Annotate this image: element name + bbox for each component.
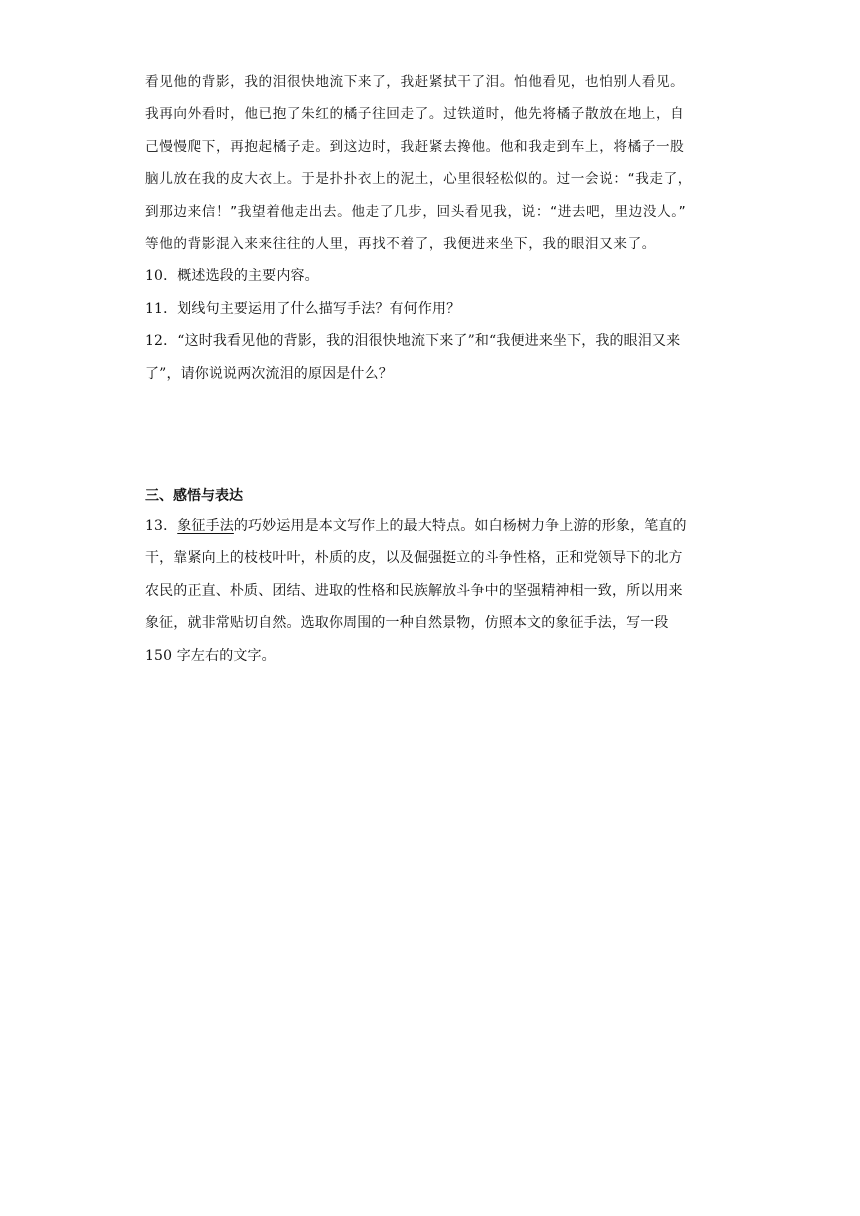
passage-line: 看见他的背影，我的泪很快地流下来了，我赶紧拭干了泪。怕他看见，也怕别人看见。 xyxy=(145,74,685,90)
question-text: 11．划线句主要运用了什么描写手法？有何作用？ xyxy=(145,300,461,317)
passage-line: 我再向外看时，他已抱了朱红的橘子往回走了。过铁道时，他先将橘子散放在地上，自 xyxy=(145,106,685,123)
passage-line: 等他的背影混入来来往往的人里，再找不着了，我便进来坐下，我的眼泪又来了。 xyxy=(145,236,656,253)
question-text: 干，靠紧向上的枝枝叶叶，朴质的皮，以及倔强挺立的斗争性格，正和党领导下的北方 xyxy=(145,550,683,567)
section-heading: 三、感悟与表达 xyxy=(145,488,243,505)
question-text: 12．“这时我看见他的背影，我的泪很快地流下来了”和“我便进来坐下，我的眼泪又来 xyxy=(145,333,681,350)
question-text-first-line xyxy=(145,510,717,542)
answer-space xyxy=(145,390,717,486)
passage-line: 到那边来信！”我望着他走出去。他走了几步，回头看见我，说：“进去吧，里边没人。” xyxy=(145,203,687,220)
passage-line: 脑儿放在我的皮大衣上。于是扑扑衣上的泥土，心里很轻松似的。过一会说：“我走了， xyxy=(145,171,693,188)
worksheet-page xyxy=(145,66,717,672)
question-text: 象征，就非常贴切自然。选取你周围的一种自然景物，仿照本文的象征手法，写一段 xyxy=(145,615,669,632)
question-10 xyxy=(145,260,717,292)
question-text: 农民的正直、朴质、团结、进取的性格和民族解放斗争中的坚强精神相一致，所以用来 xyxy=(145,582,683,599)
underlined-term: 象征手法 xyxy=(177,518,234,535)
question-text: 了”，请你说说两次流泪的原因是什么？ xyxy=(145,365,393,382)
question-13 xyxy=(145,510,717,672)
question-text: 10．概述选段的主要内容。 xyxy=(145,268,319,285)
question-12 xyxy=(145,325,717,390)
passage-line: 己慢慢爬下，再抱起橘子走。到这边时，我赶紧去搀他。他和我走到车上，将橘子一股 xyxy=(145,138,685,155)
reading-passage xyxy=(145,66,717,260)
question-text: 的巧妙运用是本文写作上的最大特点。如白杨树力争上游的形象，笔直的 xyxy=(233,518,687,535)
question-11 xyxy=(145,293,717,325)
question-text: 150 字左右的文字。 xyxy=(145,647,276,664)
question-number: 13． xyxy=(145,518,178,535)
